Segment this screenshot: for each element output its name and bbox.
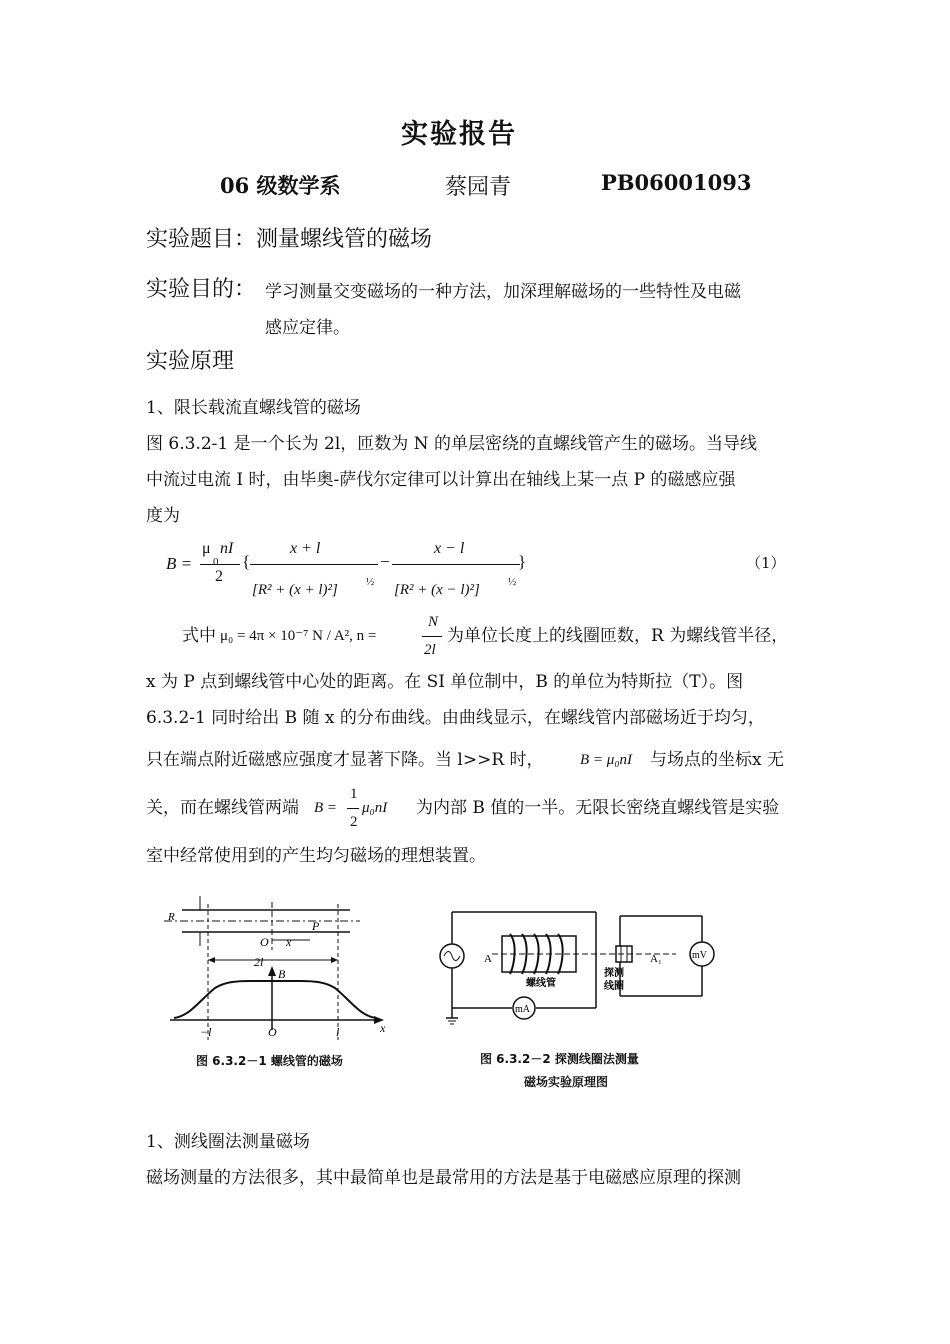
eq-num1: x + l	[290, 540, 321, 557]
def-prefix: 式中	[182, 626, 216, 646]
eq-den2: [R² + (x − l)²]	[394, 582, 480, 598]
purpose-label: 实验目的：	[146, 277, 257, 302]
section1-p1-line1: 图 6.3.2-1 是一个长为 2l，匝数为 N 的单层密绕的直螺线管产生的磁场。当导线	[146, 434, 757, 454]
author-name: 蔡园青	[445, 175, 512, 200]
fig2-label-solenoid: 螺线管	[526, 978, 556, 989]
p2-line4-math: μ₀nI	[362, 800, 388, 816]
p2-line4-half-num: 1	[350, 786, 358, 802]
section2-line1: 磁场测量的方法很多，其中最简单也是最常用的方法是基于电磁感应原理的探测	[146, 1168, 741, 1188]
eq-brace-open: {	[242, 552, 251, 571]
fig2-label-mV: mV	[692, 950, 707, 961]
fig1-label-O: O	[268, 1025, 277, 1039]
fig2-label-A1: A₁	[650, 953, 662, 965]
purpose-line-1: 学习测量交变磁场的一种方法，加深理解磁场的一些特性及电磁	[265, 282, 741, 302]
figure1-caption: 图 6.3.2－1 螺线管的磁场	[196, 1054, 343, 1068]
section1-p1-line2: 中流过电流 I 时，由毕奥-萨伐尔定律可以计算出在轴线上某一点 P 的磁感应强	[146, 470, 736, 490]
eq-frac-bar-2	[250, 564, 378, 565]
fig1-label-x-axis: x	[380, 1021, 386, 1035]
p2-line4-B: B =	[314, 800, 338, 816]
report-title: 实验报告	[401, 119, 517, 150]
fig2-label-probe-1: 探测	[604, 968, 624, 979]
fig1-label-x: x	[286, 935, 292, 949]
equation-1	[160, 538, 810, 608]
topic-label: 实验题目：	[146, 227, 257, 252]
eq-number: （1）	[746, 554, 786, 572]
eq-two: 2	[215, 568, 223, 585]
figure2-caption-line1: 图 6.3.2－2 探测线圈法测量	[480, 1052, 639, 1066]
principle-heading: 实验原理	[146, 349, 235, 374]
eq-mu: μ	[202, 540, 211, 557]
eq-mu-sub: 0	[213, 556, 219, 568]
fig2-label-probe-2: 线圈	[604, 981, 624, 992]
topic-row	[146, 222, 432, 253]
section1-p1-line3: 度为	[146, 506, 180, 526]
def-N: N	[428, 614, 439, 630]
fig1-label-neg-l: −l	[200, 1025, 212, 1039]
figure-probe-coil-setup	[436, 900, 736, 1040]
fig1-label-P: P	[312, 919, 320, 933]
p2-line3-a: 只在端点附近磁感应强度才显著下降。当 l>>R 时，	[146, 750, 544, 770]
eq-frac-bar-1	[200, 564, 240, 565]
p2-line4-half-den: 2	[350, 814, 358, 830]
section2-heading: 1、测线圈法测量磁场	[146, 1132, 310, 1152]
def-2l: 2l	[424, 642, 436, 658]
topic-value: 测量螺线管的磁场	[256, 227, 433, 252]
definition-line	[182, 614, 812, 662]
fig1-label-B: B	[278, 967, 286, 981]
eq-minus: −	[380, 552, 390, 571]
eq-brace-close: }	[518, 552, 527, 571]
section1-p2-line1: x 为 P 点到螺线管中心处的距离。在 SI 单位制中，B 的单位为特斯拉（T）。图	[146, 672, 744, 692]
section1-p2-line5: 室中经常使用到的产生均匀磁场的理想装置。	[146, 846, 486, 866]
eq-num2: x − l	[434, 540, 465, 557]
eq-nI: nI	[220, 540, 234, 557]
fig1-label-R: R	[168, 911, 175, 923]
p2-line4-b: 为内部 B 值的一半。无限长密绕直螺线管是实验	[416, 798, 780, 818]
fig1-label-O-top: O	[260, 935, 269, 949]
fig1-label-2l: 2l	[254, 955, 264, 969]
def-suffix: 为单位长度上的线圈匝数，R 为螺线管半径，	[447, 626, 789, 646]
author-student-id: PB06001093	[601, 170, 752, 195]
section1-p2-line2: 6.3.2-1 同时给出 B 随 x 的分布曲线。由曲线显示，在螺线管内部磁场近于均匀，	[146, 708, 765, 728]
p2-line4-a: 关，而在螺线管两端	[146, 798, 299, 818]
section1-heading: 1、限长载流直螺线管的磁场	[146, 398, 361, 418]
fig2-label-mA: mA	[515, 1004, 530, 1015]
eq-den1: [R² + (x + l)²]	[252, 582, 338, 598]
p2-line3-b: 与场点的坐标x 无	[650, 750, 784, 770]
eq-half-2: ½	[508, 576, 517, 588]
eq-frac-bar-3	[392, 564, 520, 565]
def-math: μ₀ = 4π × 10⁻⁷ N / A², n =	[220, 628, 377, 644]
p2-line3-math: B = μ₀nI	[580, 752, 633, 768]
figure2-caption-line2: 磁场实验原理图	[524, 1075, 609, 1089]
author-grade-dept: 06 级数学系	[220, 173, 341, 198]
purpose-line-2: 感应定律。	[265, 318, 350, 338]
fig1-label-l: l	[336, 1025, 340, 1039]
section1-p2-line3	[146, 742, 816, 782]
eq-half-1: ½	[366, 576, 375, 588]
fig2-label-A: A	[484, 953, 492, 965]
section1-p2-line4	[146, 786, 816, 834]
eq-B: B =	[166, 554, 193, 573]
